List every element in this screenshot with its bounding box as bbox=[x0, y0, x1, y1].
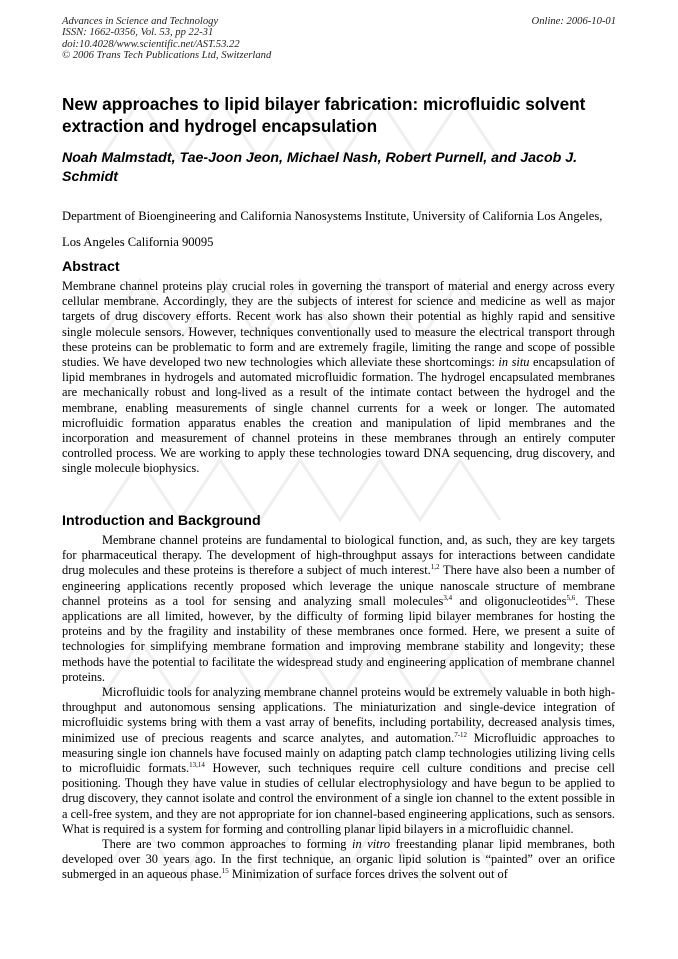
intro-body bbox=[62, 533, 615, 883]
citation: 3,4 bbox=[443, 593, 453, 602]
author-list: Noah Malmstadt, Tae-Joon Jeon, Michael Nash, Robert Purnell, and Jacob J. Schmidt bbox=[62, 150, 578, 185]
emphasis: in vitro bbox=[352, 837, 391, 852]
emphasis: in situ bbox=[498, 355, 530, 370]
issn-line: ISSN: 1662-0356, Vol. 53, pp 22-31 bbox=[62, 27, 214, 39]
intro-heading: Introduction and Background bbox=[62, 513, 261, 529]
citation: 15 bbox=[221, 867, 229, 876]
abstract-paragraph: Membrane channel proteins play crucial roles in governing the transport of material and energy across every cellular membrane. Accordingly, they are the subjects of interest for science and medicine as well as major targets of drug discovery efforts. Recent work has also shown their potential as highly rapid and sensitive single molecule sensors. However, techniques conventionally used to measure the electrical transport through these proteins can be problematic to form and are extremely fragile, limiting the range and scope of possible studies. We have developed two new technologies which alleviate these shortcomings: in situ encapsulation of lipid membranes in hydrogels and automated microfluidic formation. The hydrogel encapsulated membranes are mechanically robust and long-lived as a result of the intimate contact between the hydrogel and the membrane, enabling measurements of single channel currents for a week or longer. The automated microfluidic formation apparatus enables the creation and manipulation of lipid membranes and the incorporation and measurement of channel proteins in these membranes through an entirely computer controlled process. We are working to apply these technologies toward DNA sequencing, drug discovery, and single molecule biophysics. bbox=[62, 279, 615, 476]
abstract-heading: Abstract bbox=[62, 259, 120, 275]
citation: 7-12 bbox=[454, 730, 468, 739]
paper-title: New approaches to lipid bilayer fabrication: microfluidic solvent extraction and hydrogel encapsulation bbox=[62, 94, 586, 136]
journal-name: Advances in Science and Technology bbox=[62, 16, 219, 27]
intro-paragraph-1: Membrane channel proteins are fundamental to biological function, and, as such, they are key targets for pharmaceutical therapy. The development of high-throughput assays for interactions between candidate drug molecules and these proteins is therefore a subject of much interest.$^{1,2}$ There have also been a number of engineering applications recently proposed which leverage the unique nanoscale structure of membrane channel proteins as a tool for sensing and analyzing small molecules$^{3,4}$ and oligonucleotides$^{5,6}$. These applications are all limited, however, by the difficulty of forming lipid bilayer membranes for hosting the proteins and by the fragility and instability of these membranes once formed. Here, we present a suite of technologies for simplifying membrane formation and improving membrane stability and longevity; these methods have the potential to facilitate the widespread study and engineering application of membrane channel proteins. bbox=[62, 533, 615, 684]
citation: 13,14 bbox=[189, 761, 205, 770]
online-date: Online: 2006-10-01 bbox=[531, 16, 616, 27]
journal-header bbox=[62, 16, 616, 62]
affiliation: Department of Bioengineering and California Nanosystems Institute, University of California Los Angeles, Los Angeles California 90095 bbox=[62, 209, 603, 249]
abstract-body bbox=[62, 279, 615, 477]
doi-line: doi:10.4028/www.scientific.net/AST.53.22 bbox=[62, 38, 240, 50]
citation: 5,6 bbox=[566, 593, 576, 602]
intro-paragraph-3: There are two common approaches to forming in vitro freestanding planar lipid membranes, both developed over 30 years ago. In the first technique, an organic lipid solution is “painted” over an orifice submerged in an aqueous phase.$^{15}$ Minimization of surface forces drives the solvent out of bbox=[62, 837, 615, 882]
copyright-line: © 2006 Trans Tech Publications Ltd, Switzerland bbox=[62, 50, 272, 62]
citation: 1,2 bbox=[430, 563, 440, 572]
intro-paragraph-2: Microfluidic tools for analyzing membrane channel proteins would be extremely valuable in both high-throughput and autonomous sensing applications. The miniaturization and single-device integration of microfluidic systems bring with them a vast array of benefits, including portability, decreased analysis times, minimized use of precious reagents and scarce analytes, and automation.$^{7-12}$ Microfluidic approaches to measuring single ion channels have focused mainly on adapting patch clamp technologies utilizing living cells to microfluidic formats.$^{13,14}$ However, such techniques require cell culture conditions and precise cell positioning. Though they have value in studies of cellular electrophysiology and have begun to be applied to drug discovery, they cannot isolate and control the environment of a single ion channel to the extent possible in a cell-free system, and they are not appropriate for ion channel-based engineering applications, such as sensors. What is required is a system for forming and controlling planar lipid bilayers in a microfluidic channel. bbox=[62, 685, 615, 836]
